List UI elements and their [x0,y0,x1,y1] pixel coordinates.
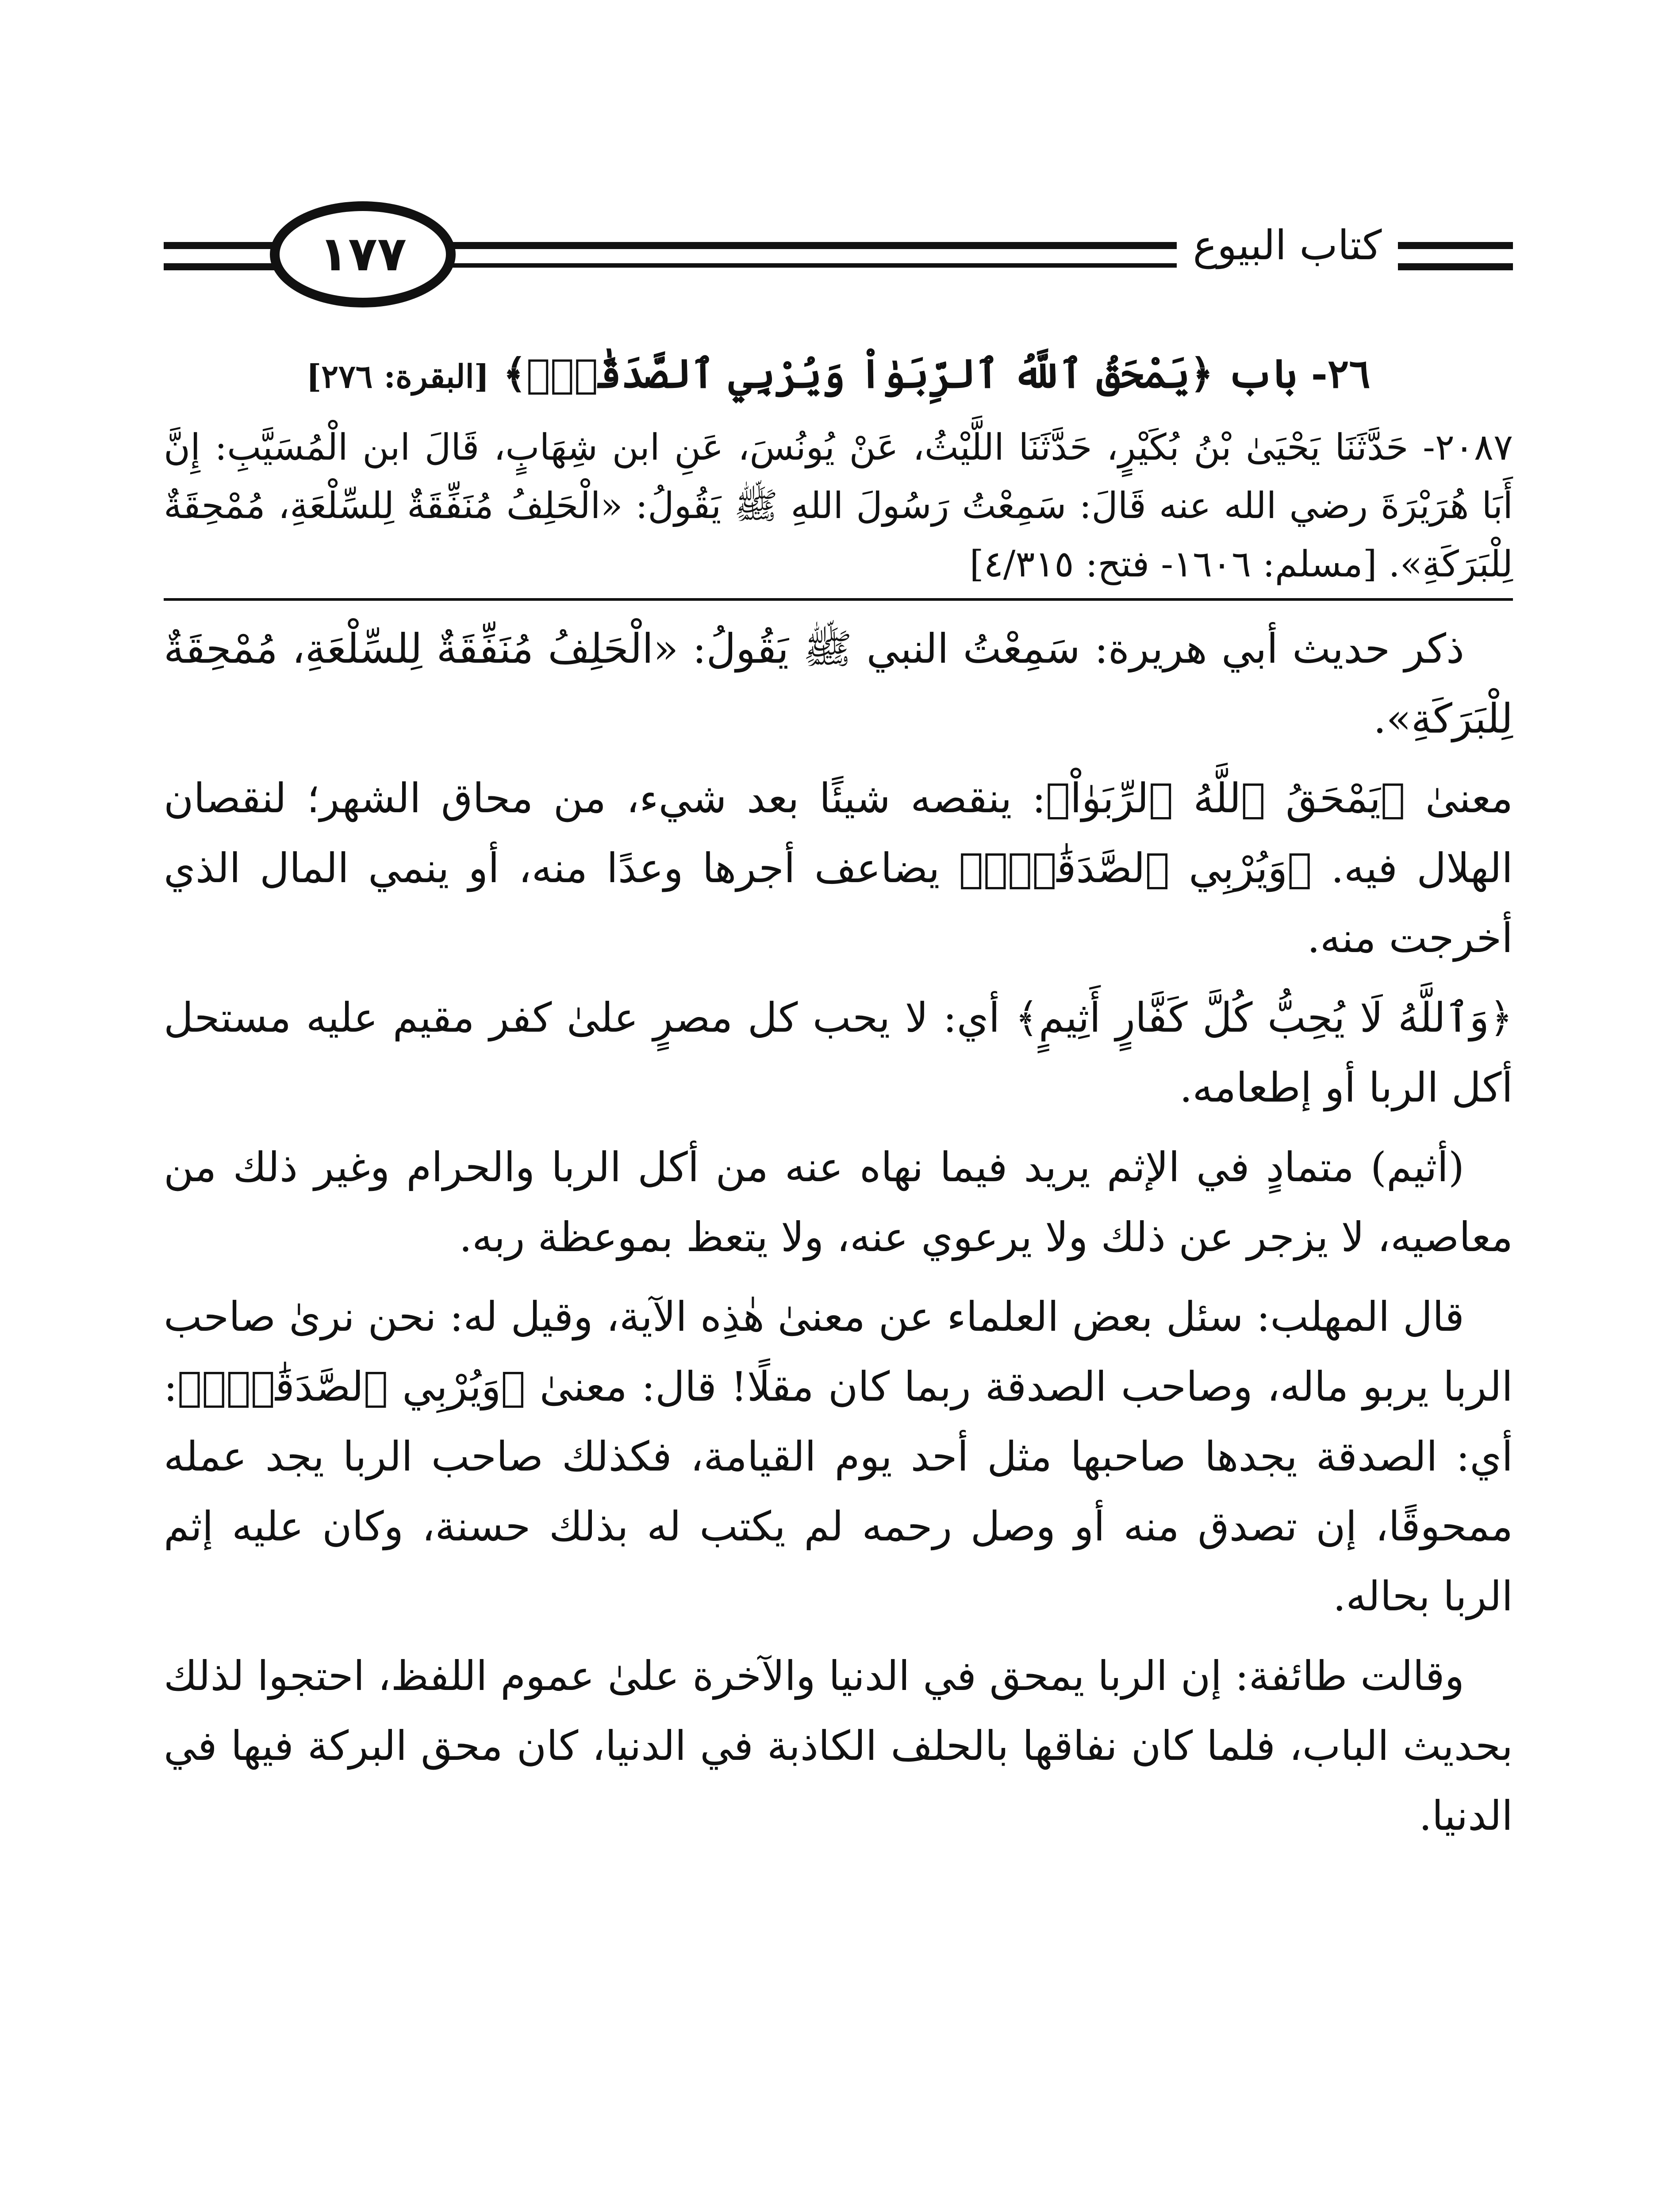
page-header [164,201,1513,307]
commentary-paragraph: قال المهلب: سئل بعض العلماء عن معنىٰ هٰذِه الآية، وقيل له: نحن نرىٰ صاحب الربا يربو ماله، وصاحب الصدقة ربما كان مقلًا! قال: معنىٰ ﴿وَيُرْبِي ٱلصَّدَقَٰتِۗ﴾: أي: الصدقة يجدها صاحبها مثل أحد يوم القيامة، فكذلك صاحب الربا يجد عمله ممحوقًا، إن تصدق منه أو وصل رحمه لم يكتب له بذلك حسنة، وكان عليه إثم الربا بحاله. [164,1293,1513,1620]
header-rule [1398,263,1513,270]
header-rule [1398,242,1513,249]
header-rule [164,242,288,249]
commentary-paragraph: ذكر حديث أبي هريرة: سَمِعْتُ النبي ﷺ يَقُولُ: «الْحَلِفُ مُنَفِّقَةٌ لِلسِّلْعَةِ، مُمْحِقَةٌ لِلْبَرَكَةِ». [164,625,1513,742]
chapter-title: ٢٦- باب ﴿يَمْحَقُ ٱللَّهُ ٱلرِّبَوٰاْ وَيُرْبِي ٱلصَّدَقَٰتِۗ﴾ [503,350,1371,397]
commentary-paragraph: (أثيم) متمادٍ في الإثم يريد فيما نهاه عنه من أكل الربا والحرام وغير ذلك من معاصيه، لا يزجر عن ذلك ولا يرعوي عنه، ولا يتعظ بموعظة ربه. [164,1144,1513,1261]
hadith-text: ٢٠٨٧- حَدَّثَنَا يَحْيَىٰ بْنُ بُكَيْرٍ، حَدَّثَنَا اللَّيْثُ، عَنْ يُونُسَ، عَنِ ابن شِهَابٍ، قَالَ ابن الْمُسَيَّبِ: إِنَّ أَبَا هُرَيْرَةَ رضي الله عنه قَالَ: سَمِعْتُ رَسُولَ اللهِ ﷺ يَقُولُ: «الْحَلِفُ مُنَفِّقَةٌ لِلسِّلْعَةِ، مُمْحِقَةٌ لِلْبَرَكَةِ». [مسلم: ١٦٠٦- فتح: ٤/٣١٥] [164,426,1513,585]
page-number-badge [270,201,456,307]
header-rule [434,263,1177,268]
commentary-paragraph: ﴿وَٱللَّهُ لَا يُحِبُّ كُلَّ كَفَّارٍ أَثِيمٍ﴾ أي: لا يحب كل مصرٍ علىٰ كفر مقيم عليه مستحل أكل الربا أو إطعامه. [164,994,1513,1111]
page-number: ١٧٧ [319,227,407,282]
chapter-heading [164,336,1513,414]
header-rule [164,263,288,270]
running-title: كتاب البيوع [1193,222,1382,269]
quran-reference: [البقرة: ٢٧٦] [306,357,489,395]
commentary-paragraph: معنىٰ ﴿يَمْحَقُ ٱللَّهُ ٱلرِّبَوٰاْ﴾: ينقصه شيئًا بعد شيء، من محاق الشهر؛ لنقصان الهلال فيه. ﴿وَيُرْبِي ٱلصَّدَقَٰتِۗ﴾ يضاعف أجرها وعدًا منه، أو ينمي المال الذي أخرجت منه. [164,775,1513,962]
page-body [164,336,1513,1861]
commentary-paragraph: وقالت طائفة: إن الربا يمحق في الدنيا والآخرة علىٰ عموم اللفظ، احتجوا لذلك بحديث الباب، فلما كان نفاقها بالحلف الكاذبة في الدنيا، كان محق البركة فيها في الدنيا. [164,1652,1513,1839]
section-divider [164,598,1513,601]
header-rule [434,242,1177,249]
